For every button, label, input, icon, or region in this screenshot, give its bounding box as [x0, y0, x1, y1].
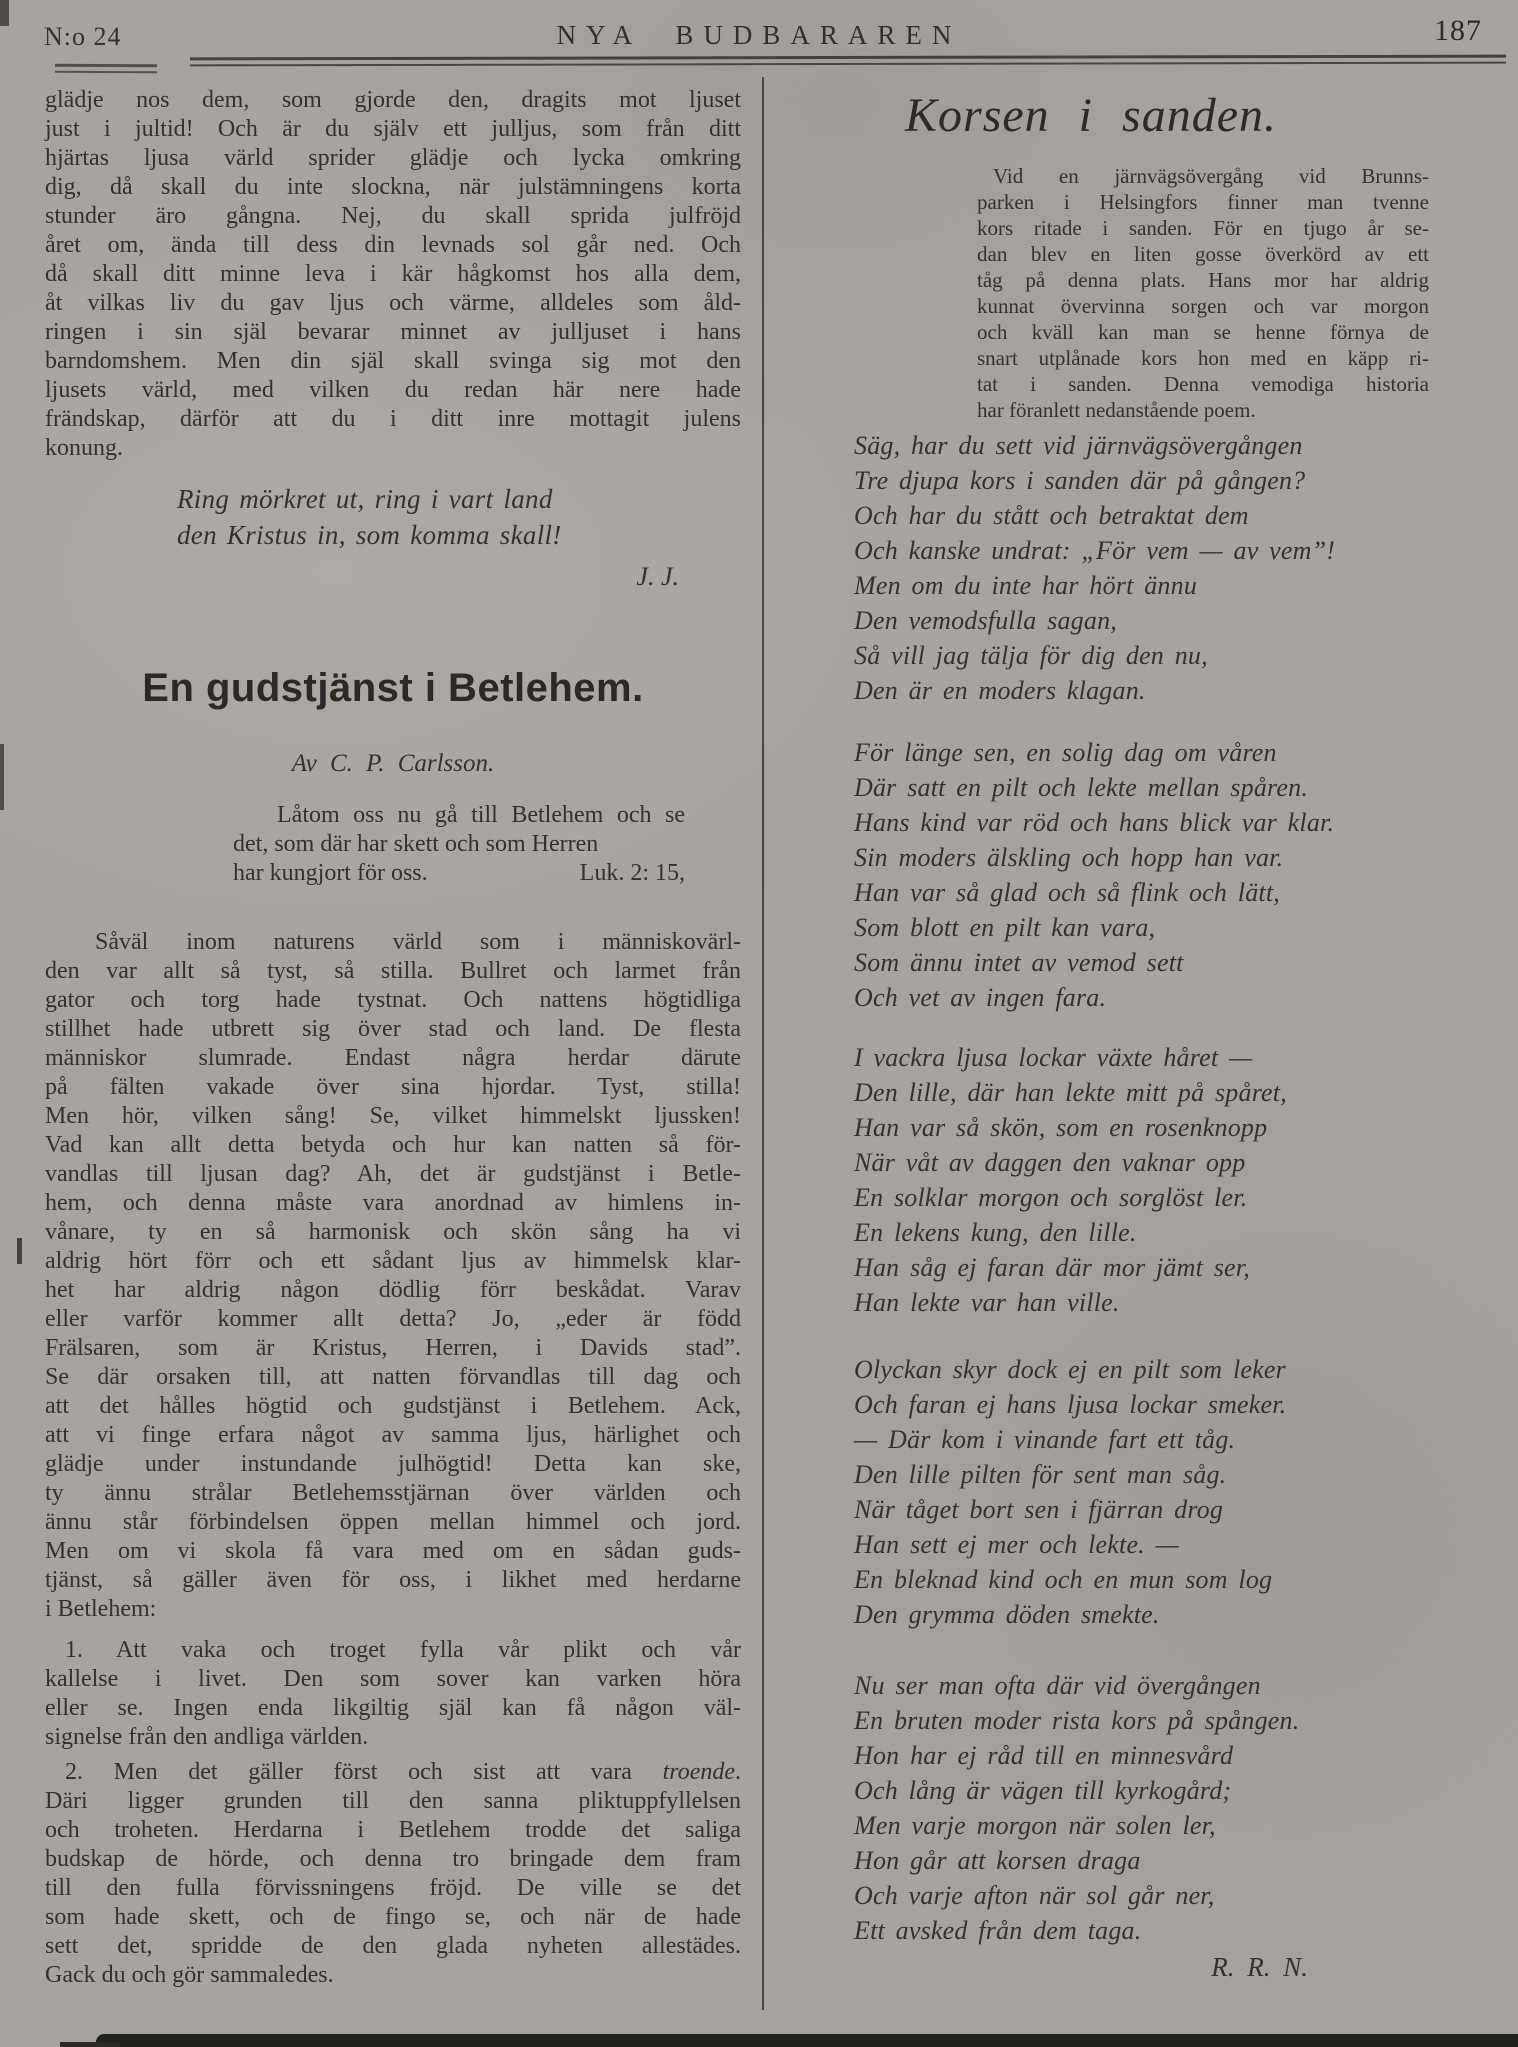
- text-line: åt vilkas liv du gav ljus och värme, alldeles som åld-: [45, 290, 741, 316]
- text-line: Ett avsked från dem taga.: [854, 1916, 1142, 1945]
- scripture-reference: Luk. 2: 15,: [579, 860, 685, 886]
- text-line: på fälten vakade över sina hjordar. Tyst, stilla!: [45, 1074, 741, 1100]
- text-line: barndomshem. Men din själ skall svinga sig mot den: [45, 348, 741, 374]
- text-line: När tåget bort sen i fjärran drog: [854, 1495, 1224, 1524]
- left-column: [45, 0, 741, 2047]
- text-line: het har aldrig någon dödlig förr beskådat. Varav: [45, 1277, 741, 1303]
- epigraph-lines: [233, 801, 685, 859]
- text-line: Som ännu intet av vemod sett: [854, 948, 1184, 977]
- text-line: det, som där har skett och som Herren: [233, 831, 599, 857]
- text-line: hem, och denna måste vara anordnad av himlens in-: [45, 1190, 741, 1216]
- poem-stanza-1: [854, 428, 1490, 708]
- text-line: budskap de hörde, och denna tro bringade dem fram: [45, 1846, 741, 1872]
- text-line: Ring mörkret ut, ring i vart land: [177, 484, 553, 514]
- text-line: I vackra ljusa lockar växte håret —: [854, 1043, 1253, 1072]
- text-line: — Där kom i vinande fart ett tåg.: [854, 1425, 1236, 1454]
- text-line: Olyckan skyr dock ej en pilt som leker: [854, 1355, 1286, 1384]
- text-line: Han var så glad och så flink och lätt,: [854, 878, 1280, 907]
- text-line: Gack du och gör sammaledes.: [45, 1962, 334, 1988]
- text-line: Han lekte var han ville.: [854, 1288, 1120, 1317]
- text-line: som hade skett, och de fingo se, och när de hade: [45, 1904, 741, 1930]
- text-line: vånare, ty en så harmonisk och skön sång ha vi: [45, 1219, 741, 1245]
- text-line: Hon har ej råd till en minnesvård: [854, 1741, 1234, 1770]
- text-line: till den fulla förvissningens fröjd. De ville se det: [45, 1875, 741, 1901]
- text-line: Och vet av ingen fara.: [854, 983, 1107, 1012]
- text-line: parken i Helsingfors finner man tvenne: [977, 190, 1429, 214]
- text-line: tat i sanden. Denna vemodiga historia: [977, 372, 1429, 396]
- scripture-epigraph: [233, 801, 685, 888]
- poem-stanza-4: [854, 1352, 1490, 1632]
- text-line: stunder äro gångna. Nej, du skall sprida julfröjd: [45, 203, 741, 229]
- article-byline: Av C. P. Carlsson.: [291, 750, 495, 777]
- text-line: hjärtas ljusa värld sprider glädje och lycka omkring: [45, 145, 741, 171]
- text-line: Vid en järnvägsövergång vid Brunns-: [993, 164, 1429, 188]
- text-line: dan blev en liten gosse överkörd av ett: [977, 242, 1429, 266]
- text-line: Den vemodsfulla sagan,: [854, 606, 1117, 635]
- text-line: 1. Att vaka och troget fylla vår plikt och vår: [65, 1637, 741, 1663]
- text-line: Nu ser man ofta där vid övergången: [854, 1671, 1261, 1700]
- scan-mark-margin: [17, 1238, 22, 1264]
- text-line: just i jultid! Och är du själv ett julljus, som från ditt: [45, 116, 741, 142]
- poem-stanza-3: [854, 1040, 1490, 1320]
- text-line: Och har du stått och betraktat dem: [854, 501, 1249, 530]
- text-line: att vi finge erfara något av samma ljus, härlighet och: [45, 1422, 741, 1448]
- article-heading: En gudstjänst i Betlehem.: [142, 666, 644, 710]
- text-line: eller se. Ingen enda likgiltig själ kan få någon väl-: [45, 1695, 741, 1721]
- text-line: Den är en moders klagan.: [854, 676, 1146, 705]
- body-paragraph-2: [45, 1636, 741, 1752]
- text-line: och troheten. Herdarna i Betlehem trodde det saliga: [45, 1817, 741, 1843]
- text-line: att det hålles högtid och gudstjänst i Betlehem. Ack,: [45, 1393, 741, 1419]
- text-line: vandlas till ljusan dag? Ah, det är gudstjänst i Betle-: [45, 1161, 741, 1187]
- text-line: eller varför kommer allt detta? Jo, „eder är född: [45, 1306, 741, 1332]
- text-line: året om, ända till dess din levnads sol går ned. Och: [45, 232, 741, 258]
- text-line: Så vill jag tälja för dig den nu,: [854, 641, 1208, 670]
- text-line: frändskap, därför att du i ditt inre mottagit julens: [45, 406, 741, 432]
- text-line: Han sett ej mer och lekte. —: [854, 1530, 1179, 1559]
- scan-edge-bottom-tail: [60, 2042, 120, 2047]
- text-line: ännu står förbindelsen öppen mellan himmel och jord.: [45, 1509, 741, 1535]
- text-line: och kväll kan man se henne förnya de: [977, 320, 1429, 344]
- text-line: Men varje morgon när solen ler,: [854, 1811, 1216, 1840]
- text-line: Den grymma döden smekte.: [854, 1600, 1160, 1629]
- scan-mark-left: [0, 744, 4, 810]
- text-line: En bleknad kind och en mun som log: [854, 1565, 1273, 1594]
- text-line: glädje nos dem, som gjorde den, dragits mot ljuset: [45, 87, 741, 113]
- text-line: En solklar morgon och sorglöst ler.: [854, 1183, 1248, 1212]
- text-line: Såväl inom naturens värld som i människovärl-: [95, 929, 741, 955]
- text-line: dig, då skall du inte slockna, när julstämningens korta: [45, 174, 741, 200]
- epigraph-text: har kungjort för oss.: [233, 860, 428, 886]
- text-line: den var allt så tyst, så stilla. Bullret och larmet från: [45, 958, 741, 984]
- opening-paragraph: [45, 86, 741, 463]
- masthead-title: NYA BUDBARAREN: [556, 20, 962, 50]
- text-line: För länge sen, en solig dag om våren: [854, 738, 1277, 767]
- text-line: gator och torg hade tystnat. Och nattens högtidliga: [45, 987, 741, 1013]
- text-line: signelse från den andliga världen.: [45, 1724, 369, 1750]
- verse-signature: J. J.: [636, 562, 679, 591]
- text-line: Där satt en pilt och lekte mellan spåren.: [854, 773, 1309, 802]
- text-line: Hans kind var röd och hans blick var klar.: [854, 808, 1335, 837]
- poem-signature: R. R. N.: [1211, 1952, 1308, 1982]
- page-number: 187: [1434, 14, 1482, 47]
- text-line: Säg, har du sett vid järnvägsövergången: [854, 431, 1303, 460]
- text-line: Låtom oss nu gå till Betlehem och se: [277, 802, 685, 828]
- body-paragraph-1: [45, 928, 741, 1624]
- text-line: kors ritade i sanden. För en tjugo år se-: [977, 216, 1429, 240]
- text-line: kallelse i livet. Den som sover kan varken höra: [45, 1666, 741, 1692]
- text-line: En lekens kung, den lille.: [854, 1218, 1137, 1247]
- text-line: Och kanske undrat: „För vem — av vem”!: [854, 536, 1336, 565]
- text-line: sett det, spridde de den glada nyheten allestädes.: [45, 1933, 741, 1959]
- poem-stanza-5: [854, 1668, 1490, 1948]
- epigraph-last-line: [233, 859, 685, 888]
- text-line: Den lille, där han lekte mitt på spåret,: [854, 1078, 1287, 1107]
- text-line: Sin moders älskling och hopp han var.: [854, 843, 1284, 872]
- text-line: Frälsaren, som är Kristus, Herren, i Davids stad”.: [45, 1335, 741, 1361]
- text-line: ljusets värld, med vilken du redan här nere hade: [45, 377, 741, 403]
- text-line: har föranlett nedanstående poem.: [977, 398, 1256, 422]
- text-line: Och faran ej hans ljusa lockar smeker.: [854, 1390, 1287, 1419]
- text-line: i Betlehem:: [45, 1596, 157, 1622]
- text-line: Se där orsaken till, att natten förvandlas till dag och: [45, 1364, 741, 1390]
- text-line: Men hör, vilken sång! Se, vilket himmelskt ljussken!: [45, 1103, 741, 1129]
- text-line: aldrig hört förr och ett sådant ljus av himmelsk klar-: [45, 1248, 741, 1274]
- text-line: Men om vi skola få vara med om en sådan guds-: [45, 1538, 741, 1564]
- text-line: ty ännu strålar Betlehemsstjärnan över världen och: [45, 1480, 741, 1506]
- scan-edge-bottom: [96, 2034, 1518, 2047]
- poem-introduction: [977, 163, 1429, 423]
- text-line: Men om du inte har hört ännu: [854, 571, 1198, 600]
- column-divider-rule: [762, 77, 764, 2010]
- text-line: tåg på denna plats. Hans mor har aldrig: [977, 268, 1429, 292]
- text-line: kunnat övervinna sorgen och var morgon: [977, 294, 1429, 318]
- text-line: snart utplånade kors hon med en käpp ri-: [977, 346, 1429, 370]
- text-line: Han såg ej faran där mor jämt ser,: [854, 1253, 1250, 1282]
- text-line: stillhet hade utbrett sig över stad och land. De flesta: [45, 1016, 741, 1042]
- text-line: den Kristus in, som komma skall!: [177, 520, 562, 550]
- issue-number: N:o 24: [44, 22, 122, 51]
- right-column: [850, 0, 1490, 2047]
- verse-quote: [177, 481, 741, 553]
- text-line: Han var så skön, som en rosenknopp: [854, 1113, 1268, 1142]
- text-line: Och varje afton när sol går ner,: [854, 1881, 1215, 1910]
- text-line: En bruten moder rista kors på spången.: [854, 1706, 1300, 1735]
- text-line: Och lång är vägen till kyrkogård;: [854, 1776, 1232, 1805]
- text-line: Tre djupa kors i sanden där på gången?: [854, 466, 1306, 495]
- text-line: Hon går att korsen draga: [854, 1846, 1141, 1875]
- text-line: När våt av daggen den vaknar opp: [854, 1148, 1246, 1177]
- text-line: Som blott en pilt kan vara,: [854, 913, 1156, 942]
- text-line: Den lille pilten för sent man såg.: [854, 1460, 1227, 1489]
- text-line: 2. Men det gäller först och sist att vara troende.: [65, 1759, 741, 1785]
- body-paragraph-3: [45, 1758, 741, 1990]
- text-line: Däri ligger grunden till den sanna pliktuppfyllelsen: [45, 1788, 741, 1814]
- text-line: Vad kan allt detta betyda och hur kan natten så för-: [45, 1132, 741, 1158]
- poem-stanza-2: [854, 735, 1490, 1015]
- text-line: ringen i sin själ bevarar minnet av julljuset i hans: [45, 319, 741, 345]
- text-line: konung.: [45, 435, 123, 461]
- poem-title: Korsen i sanden.: [905, 89, 1277, 142]
- text-line: tjänst, så gäller även för oss, i likhet med herdarne: [45, 1567, 741, 1593]
- text-line: människor slumrade. Endast några herdar därute: [45, 1045, 741, 1071]
- text-line: då skall ditt minne leva i kär hågkomst hos alla dem,: [45, 261, 741, 287]
- text-line: glädje under instundande julhögtid! Detta kan ske,: [45, 1451, 741, 1477]
- scan-edge-corner: [0, 0, 9, 26]
